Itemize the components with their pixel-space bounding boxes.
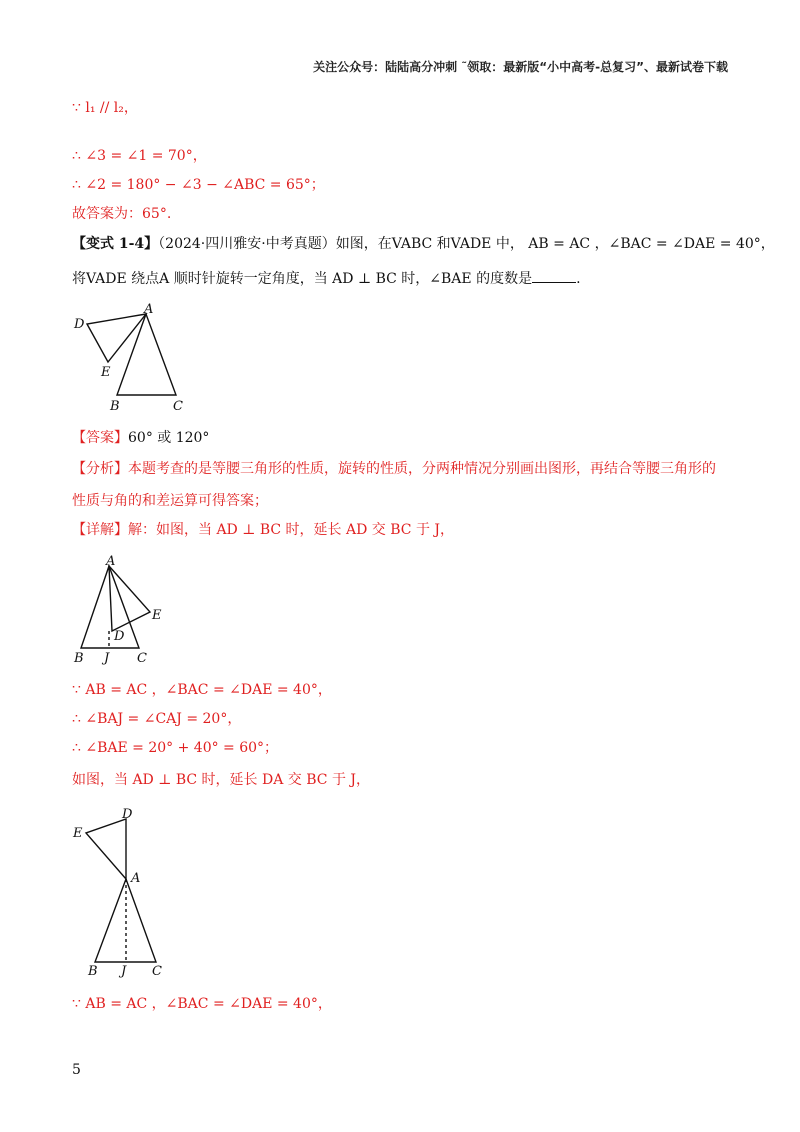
figure-3: [70, 800, 180, 980]
answer-line: [72, 428, 209, 448]
problem-text-1: （2024·四川雅安·中考真题）如图，在VABC 和VADE 中， AB = AC ，∠BAC = ∠DAE = 40°，: [158, 236, 775, 252]
analysis-tag: 【分析】: [72, 461, 128, 477]
fig2-label-a: A: [106, 554, 116, 569]
fig3-label-d: D: [122, 807, 133, 822]
answer-text: 60° 或 120°: [128, 430, 210, 446]
fig2-label-j: J: [104, 651, 110, 666]
step-given-2: ∵ AB = AC ，∠BAC = ∠DAE = 40°，: [72, 996, 332, 1012]
analysis-line-1: [72, 459, 716, 479]
fig2-label-e: E: [152, 608, 162, 623]
answer-tag: 【答案】: [72, 430, 128, 446]
fig1-label-a: A: [144, 302, 154, 317]
problem-line-2: [72, 268, 581, 289]
fig3-label-e: E: [73, 826, 83, 841]
answer-conclusion: 故答案为：65°.: [72, 206, 172, 222]
fig2-label-d: D: [114, 629, 125, 644]
fig2-label-c: C: [137, 651, 147, 666]
answer-blank: [532, 268, 576, 283]
detail-tag: 【详解】: [72, 522, 128, 538]
fig2-label-b: B: [74, 651, 84, 666]
analysis-text-1: 本题考查的是等腰三角形的性质，旋转的性质，分两种情况分别画出图形，再结合等腰三角形的: [128, 461, 716, 477]
statement-angle2: ∴ ∠2 = 180° − ∠3 − ∠ABC = 65°；: [72, 177, 325, 193]
detail-text-1: 解：如图，当 AD ⊥ BC 时，延长 AD 交 BC 于 J，: [128, 522, 455, 538]
problem-line-1: [72, 234, 775, 254]
step-given: ∵ AB = AC ，∠BAC = ∠DAE = 40°，: [72, 682, 332, 698]
statement-parallel: ∵ l₁ // l₂，: [72, 100, 138, 116]
fig1-label-d: D: [74, 317, 85, 332]
figure-1: [70, 298, 200, 416]
figure-2: [70, 552, 180, 667]
fig3-label-j: J: [121, 964, 127, 979]
problem-tag: 【变式 1-4】: [72, 236, 159, 252]
analysis-line-2: 性质与角的和差运算可得答案；: [72, 493, 268, 509]
fig3-label-b: B: [88, 964, 98, 979]
page-number: 5: [72, 1062, 81, 1078]
detail-line-1: [72, 520, 454, 540]
fig1-label-b: B: [110, 399, 120, 414]
problem-period: .: [576, 271, 581, 287]
case-2-intro: 如图，当 AD ⊥ BC 时，延长 DA 交 BC 于 J，: [72, 772, 371, 788]
page-header: 关注公众号：陆陆高分冲刺 ˜领取：最新版“小中高考-总复习”、最新试卷下载: [313, 60, 728, 74]
step-half-angle: ∴ ∠BAJ = ∠CAJ = 20°，: [72, 711, 242, 727]
statement-angle3: ∴ ∠3 = ∠1 = 70°，: [72, 148, 207, 164]
fig3-label-c: C: [152, 964, 162, 979]
fig1-label-e: E: [101, 365, 111, 380]
fig1-label-c: C: [173, 399, 183, 414]
problem-text-2: 将VADE 绕点A 顺时针旋转一定角度，当 AD ⊥ BC 时，∠BAE 的度数是: [72, 271, 533, 287]
step-result-1: ∴ ∠BAE = 20° + 40° = 60°；: [72, 740, 279, 756]
fig3-label-a: A: [131, 871, 141, 886]
